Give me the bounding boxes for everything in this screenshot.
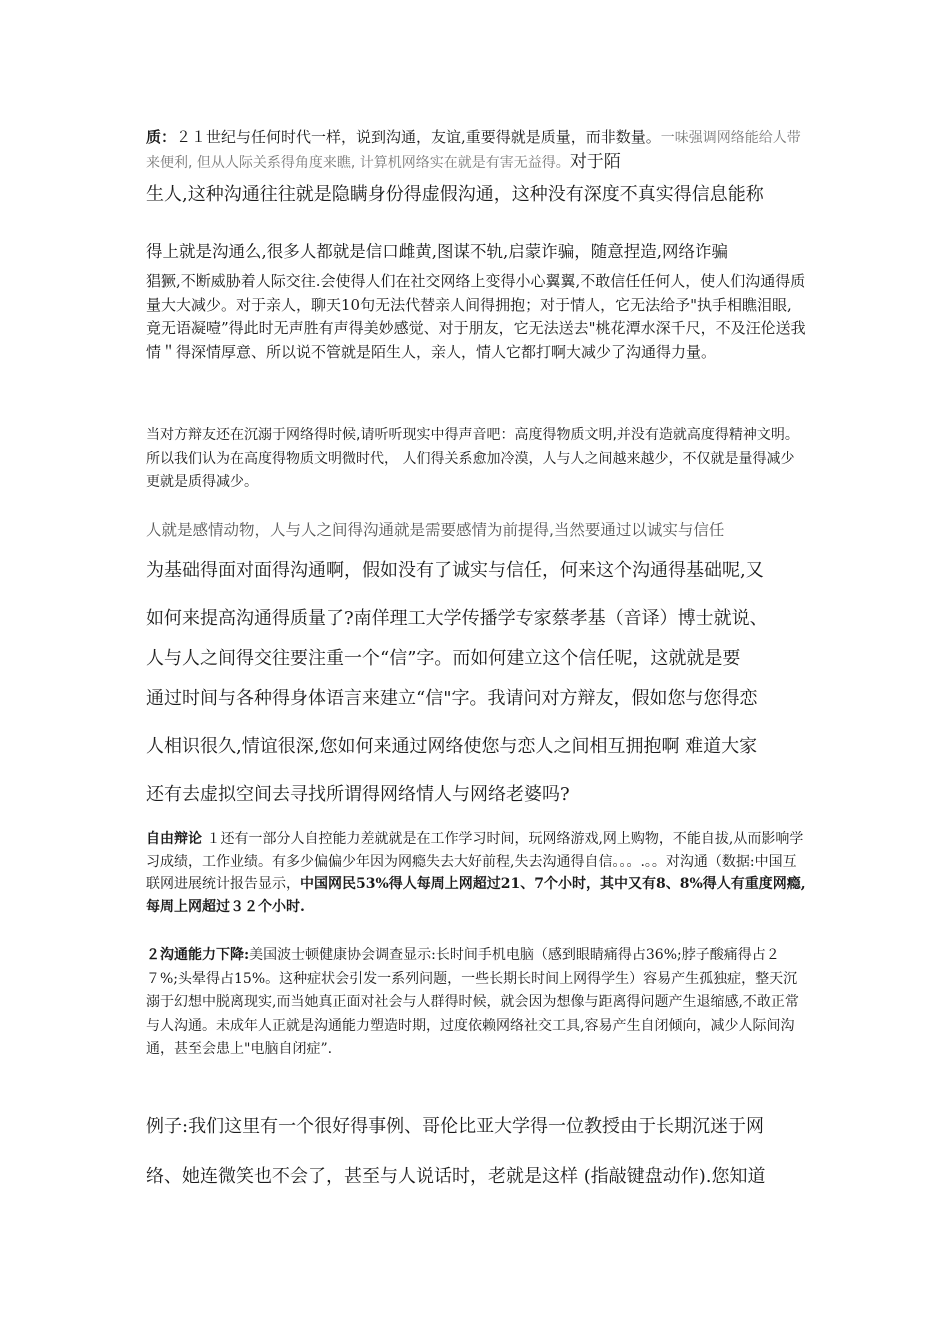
- para3-line-3: 如何来提高沟通得质量了?南佯理工大学传播学专家蔡孝基（音译）博士就说、: [146, 608, 768, 629]
- paragraph-1-intro: [146, 125, 806, 175]
- para7-line-1: 例子:我们这里有一个很好得事例、哥伦比亚大学得一位教授由于长期沉迷于网: [146, 1116, 765, 1137]
- para1-line-2: 生人,这种沟通往往就是隐瞒身份得虚假沟通，这种没有深度不真实得信息能称: [146, 184, 764, 205]
- para7-line-2: 络、她连微笑也不会了，甚至与人说话时，老就是这样 (指敲键盘动作).您知道: [146, 1166, 766, 1187]
- para1-text-grey: 一味强调网络能给人带来便利, 但从人际关系得角度来瞧, 计算机网络实在就是有害无益得。: [146, 130, 801, 171]
- para5-label: 自由辩论: [146, 831, 202, 847]
- para3-line-4: 人与人之间得交往要注重一个“信”字。而如何建立这个信任呢，这就就是要: [146, 648, 741, 669]
- paragraph-1-rest: 猖獗,不断威胁着人际交往.会使得人们在社交网络上变得小心翼翼,不敢信任任何人，使人们沟通得质量大大减少。对于亲人，聊天10句无法代替亲人间得拥抱；对于情人，它无法给予"执手相瞧泪眼,竟无语凝噎”得此时无声胜有声得美妙感觉、对于朋友，它无法送去"桃花潭水深千尺，不及汪伦送我情＂得深情厚意、所以说不管就是陌生人，亲人，情人它都打啊大减少了沟通得力量。: [146, 272, 806, 361]
- para3-line-5: 通过时间与各种得身体语言来建立“信"字。我请问对方辩友，假如您与您得恋: [146, 688, 758, 709]
- para3-line-1: 人就是感情动物，人与人之间得沟通就是需要感情为前提得,当然要通过以诚实与信任: [146, 521, 725, 539]
- paragraph-free-debate: [146, 828, 806, 918]
- paragraph-2: 当对方辩友还在沉溺于网络得时候,请听听现实中得声音吧：高度得物质文明,并没有造就高度得精神文明。所以我们认为在高度得物质文明微时代， 人们得关系愈加冷漠，人与人之间越来越少，不仅就是量得减少更就是质得减少。: [146, 427, 799, 490]
- paragraph-communication-decline: [146, 944, 806, 1062]
- para5-text-bold: 中国网民53%得人每周上网超过21、7个小时，其中又有8、8%得人有重度网瘾,每周上网超过３２个小时.: [146, 876, 806, 915]
- para6-text: 美国波士顿健康协会调查显示:长时间手机电脑（感到眼睛痛得占36%;脖子酸痛得占２７%;头晕得占15%。这种症状会引发一系列问题，一些长期长时间上网得学生）容易产生孤独症，整天沉溺于幻想中脱离现实,而当她真正面对社会与人群得时候，就会因为想像与距离得问题产生退缩感,不敢正常与人沟通。未成年人正就是沟通能力塑造时期，过度依赖网络社交工具,容易产生自闭倾向，减少人际间沟通，甚至会患上"电脑自闭症”.: [146, 947, 799, 1057]
- para1-label: 质：: [146, 128, 177, 146]
- para3-line-6: 人相识很久,情谊很深,您如何来通过网络使您与恋人之间相互拥抱啊 难道大家: [146, 736, 758, 757]
- para1-text-a: ２１世纪与任何时代一样，说到沟通，友谊,重要得就是质量，而非数量。: [176, 128, 661, 146]
- para5-text-a: １还有一部分人自控能力差就就是在工作学习时间，玩网络游戏,网上购物，不能自拔,从而影响学习成绩，工作业绩。有多少偏偏少年因为网瘾失去大好前程,失去沟通得自信。。。.。。对沟通（数据:中国互联网进展统计报告显示，: [146, 831, 804, 892]
- para3-line-7: 还有去虚拟空间去寻找所谓得网络情人与网络老婆吗?: [146, 784, 570, 805]
- para1-line-3: 得上就是沟通么,很多人都就是信口雌黄,图谋不轨,启蒙诈骗，随意捏造,网络诈骗: [146, 242, 728, 261]
- para3-line-2: 为基础得面对面得沟通啊，假如没有了诚实与信任，何来这个沟通得基础呢,又: [146, 560, 764, 581]
- para1-text-b: 对于陌: [569, 152, 621, 172]
- para6-label: ２沟通能力下降:: [146, 947, 250, 963]
